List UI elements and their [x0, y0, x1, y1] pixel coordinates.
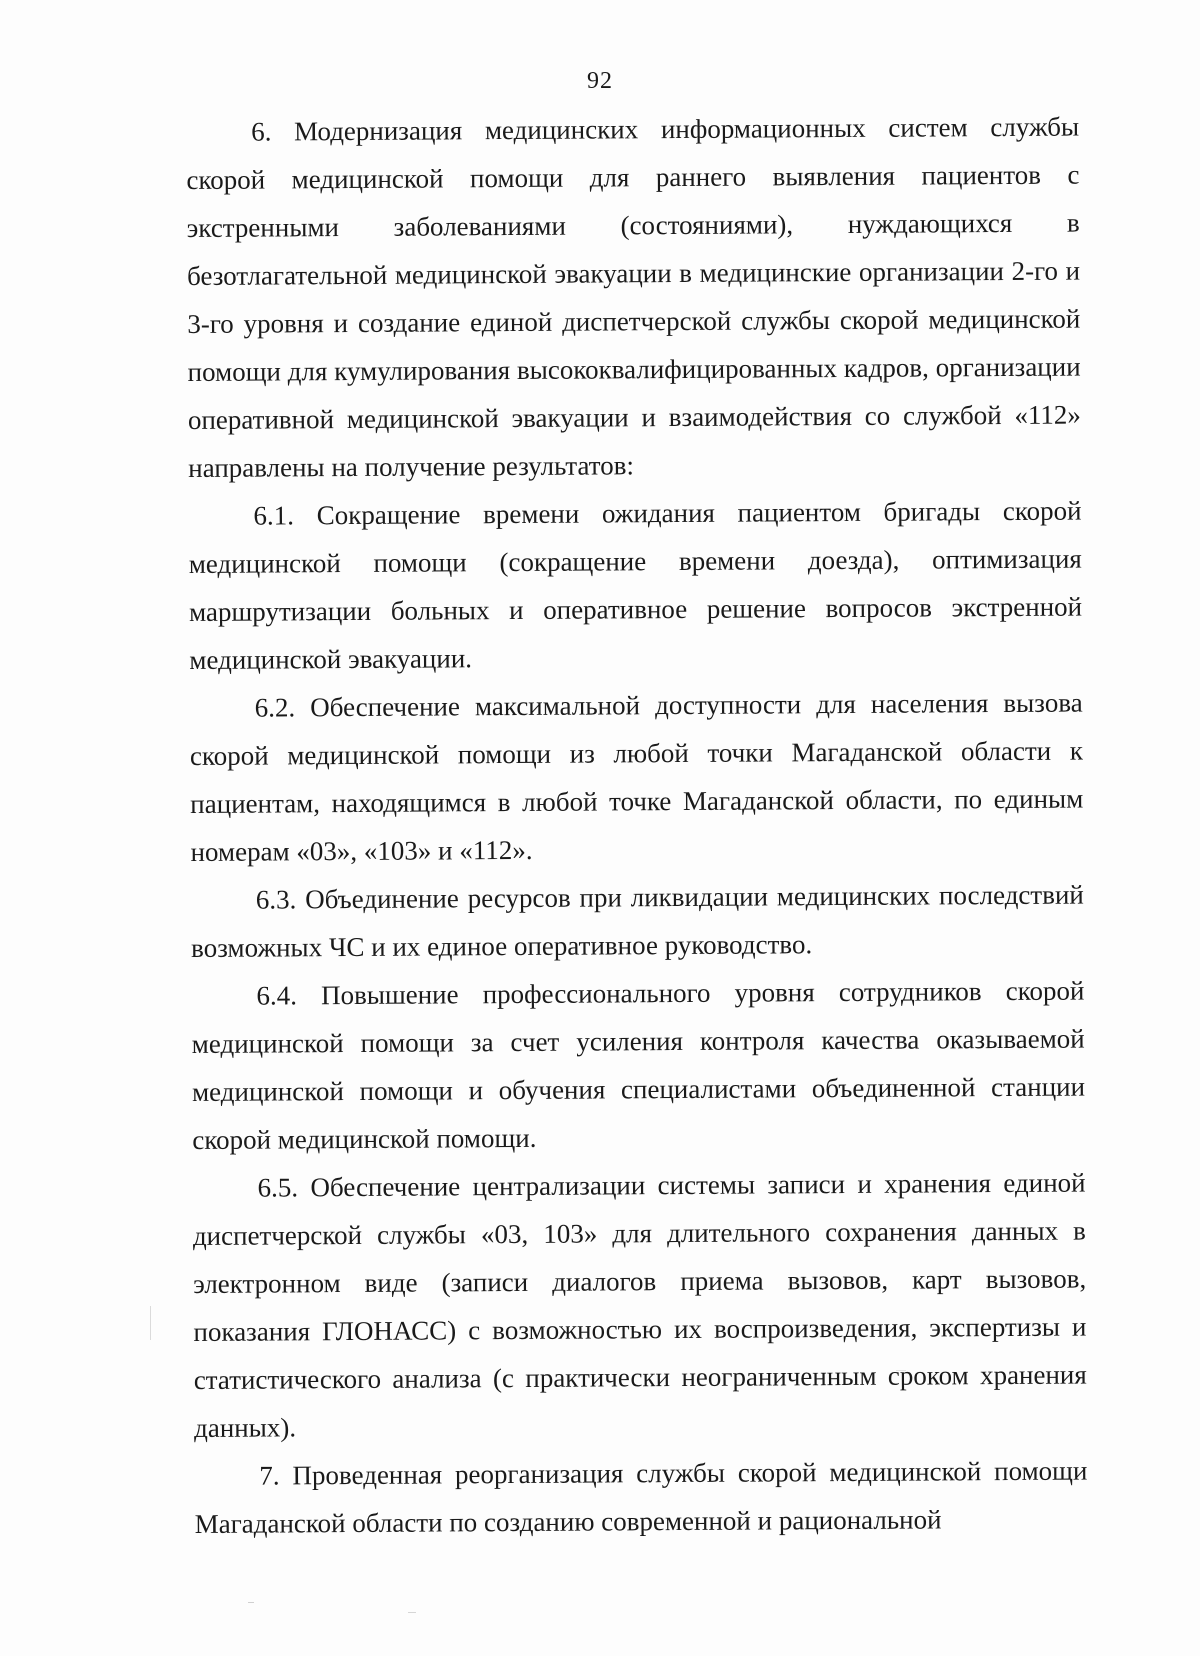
paragraph-6: 6. Модернизация медицинских информационных систем службы скорой медицинской помощи для раннего выявления пациентов с экстренными заболеваниями (состояниями), нуждающихся в безотлагательной медицинской эвакуации в медицинские организации 2-го и 3-го уровня и создание единой диспетчерской службы скорой медицинской помощи для кумулирования высококвалифицированных кадров, организации оперативной медицинской эвакуации и взаимодействия со службой «112» направлены на получение результатов: [186, 111, 1081, 483]
paragraph-6-5: 6.5. Обеспечение централизации системы записи и хранения единой диспетчерской службы «03, 103» для длительного сохранения данных в электронном виде (записи диалогов приема вызовов, карт вызовов, показания ГЛОНАСС) с возможностью их воспроизведения, экспертизы и статистического анализа (с практически неограниченным сроком хранения данных). [192, 1167, 1087, 1443]
paragraph-6-3: 6.3. Объединение ресурсов при ликвидации медицинских последствий возможных ЧС и их единое оперативное руководство. [191, 879, 1084, 963]
document-body [186, 103, 1088, 1548]
paragraph-6-1: 6.1. Сокращение времени ожидания пациентом бригады скорой медицинской помощи (сокращение времени доезда), оптимизация маршрутизации больных и оперативное решение вопросов экстренной медицинской эвакуации. [188, 495, 1083, 675]
scan-artifact [150, 1306, 151, 1340]
paragraph-6-2: 6.2. Обеспечение максимальной доступности для населения вызова скорой медицинской помощи из любой точки Магаданской области к пациентам, находящимся в любой точке Магаданской области, по единым номерам «03», «103» и «112». [189, 687, 1084, 867]
paragraph-6-4: 6.4. Повышение профессионального уровня сотрудников скорой медицинской помощи за счет усиления контроля качества оказываемой медицинской помощи и обучения специалистами объединенной станции скорой медицинской помощи. [191, 975, 1086, 1155]
scan-artifact [248, 1602, 254, 1603]
page-number: 92 [587, 68, 613, 94]
scan-artifact [896, 1370, 906, 1371]
paragraph-7: 7. Проведенная реорганизация службы скорой медицинской помощи Магаданской области по созданию современной и рациональной [194, 1455, 1088, 1539]
scan-artifact [408, 1612, 416, 1613]
